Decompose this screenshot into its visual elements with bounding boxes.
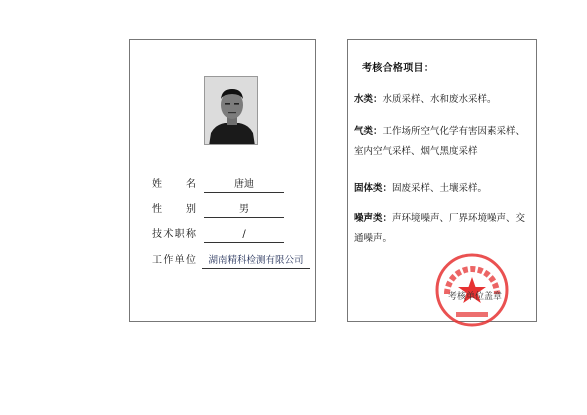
name-value: 唐迪 xyxy=(204,178,284,193)
qualification-item-gas xyxy=(354,122,534,162)
tech-title-value: / xyxy=(204,228,284,243)
category-label: 固体类： xyxy=(354,183,393,194)
qualification-title: 考核合格项目： xyxy=(362,63,435,74)
qualification-item-solid xyxy=(354,179,534,199)
category-content: 工作场所空气化学有害因素采样、室内空气采样、烟气黑度采样 xyxy=(354,126,526,157)
seal-caption: 考核单位盖章 xyxy=(448,292,503,302)
tech-title-field xyxy=(130,228,317,246)
category-label: 噪声类： xyxy=(354,213,393,224)
workplace-value: 湖南精科检测有限公司 xyxy=(202,254,310,269)
category-label: 水类： xyxy=(354,94,383,105)
category-content: 声环境噪声、厂界环境噪声、交通噪声。 xyxy=(354,213,526,244)
gender-field xyxy=(130,203,317,221)
gender-label: 性别 xyxy=(152,204,196,215)
name-field xyxy=(130,178,317,196)
tech-title-label: 技术职称 xyxy=(152,229,196,240)
qualification-item-water xyxy=(354,90,534,110)
workplace-label: 工作单位 xyxy=(152,255,196,266)
workplace-field xyxy=(130,254,317,272)
category-content: 固废采样、土壤采样。 xyxy=(392,183,488,194)
qualification-item-noise xyxy=(354,209,534,249)
name-label: 姓名 xyxy=(152,179,196,190)
category-label: 气类： xyxy=(354,126,383,137)
category-content: 水质采样、水和废水采样。 xyxy=(382,94,497,105)
id-card-left-panel xyxy=(129,39,316,322)
qualification-right-panel xyxy=(347,39,537,322)
gender-value: 男 xyxy=(204,203,284,218)
id-photo xyxy=(204,76,258,145)
